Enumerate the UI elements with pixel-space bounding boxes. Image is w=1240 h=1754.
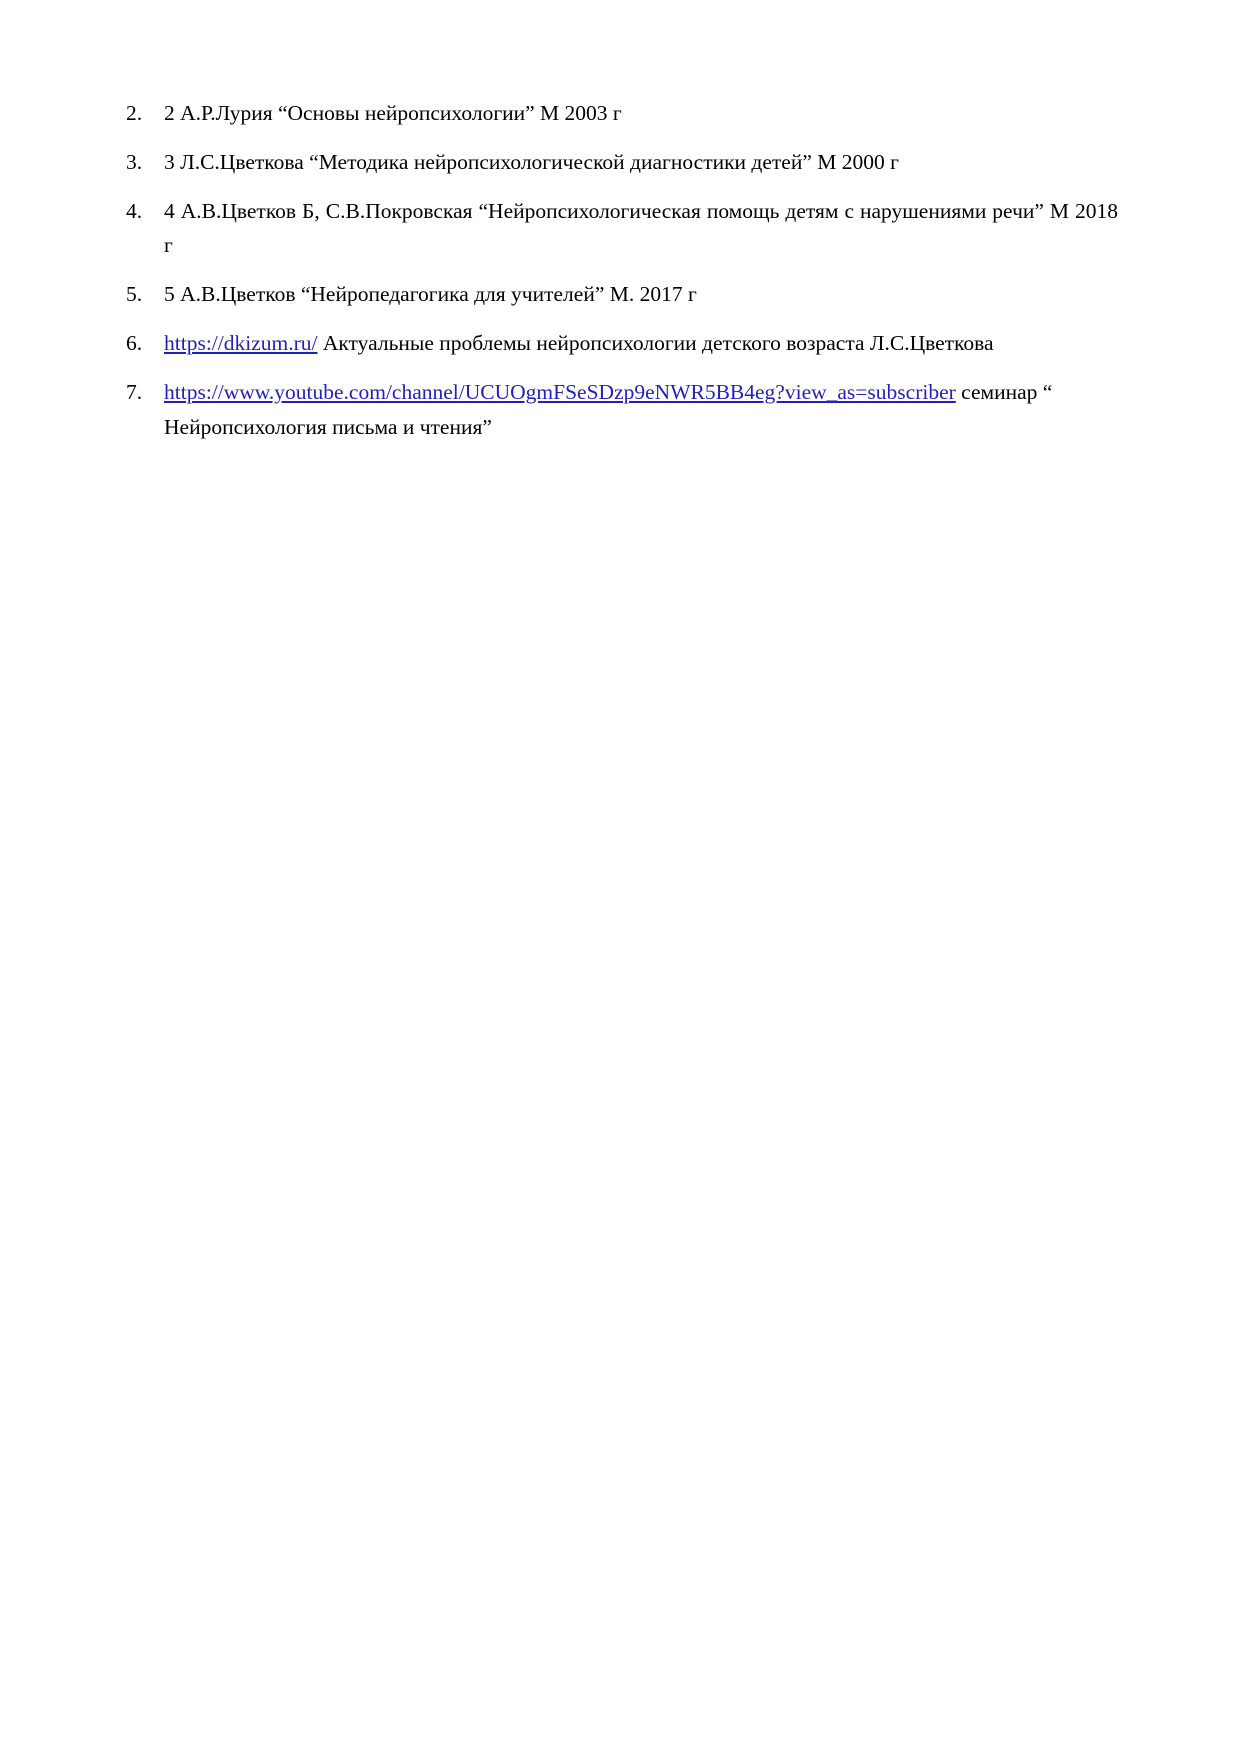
list-item-text: 3 Л.С.Цветкова “Методика нейропсихологической диагностики детей” М 2000 г [164, 149, 899, 174]
list-item-text: 2 А.Р.Лурия “Основы нейропсихологии” М 2003 г [164, 101, 622, 125]
list-item-marker: 2. [126, 101, 143, 125]
list-item-body [164, 326, 1122, 361]
list-item-text: 4 А.В.Цветков Б, С.В.Покровская “Нейропсихологическая помощь детям с нарушениями речи” М 2018 г [164, 198, 1118, 258]
list-item-marker: 4. [126, 198, 143, 223]
list-item-body [164, 96, 1122, 131]
list-item [118, 375, 1122, 445]
list-item [118, 277, 1122, 312]
list-item [118, 96, 1122, 131]
list-item-body [164, 145, 1122, 180]
list-item [118, 145, 1122, 180]
list-item-text: 5 А.В.Цветков “Нейропедагогика для учителей” М. 2017 г [164, 282, 697, 307]
list-item-text: Актуальные проблемы нейропсихологии детского возраста Л.С.Цветкова [317, 331, 994, 356]
list-item-marker: 7. [126, 379, 143, 404]
reference-link[interactable]: https://dkizum.ru/ [164, 331, 318, 356]
list-item-body [164, 194, 1122, 264]
list-item [118, 326, 1122, 361]
list-item-marker: 6. [126, 331, 143, 356]
reference-link[interactable]: https://www.youtube.com/channel/UCUOgmFSeSDzp9eNWR5BB4eg?view_as=subscriber [164, 379, 956, 404]
list-item-body [164, 375, 1122, 445]
list-item [118, 194, 1122, 264]
list-item-body [164, 277, 1122, 312]
reference-list [118, 96, 1122, 445]
list-item-marker: 5. [126, 282, 143, 307]
list-item-marker: 3. [126, 149, 143, 174]
list-item-text: семинар “ Нейропсихология письма и чтения” [164, 379, 1053, 439]
